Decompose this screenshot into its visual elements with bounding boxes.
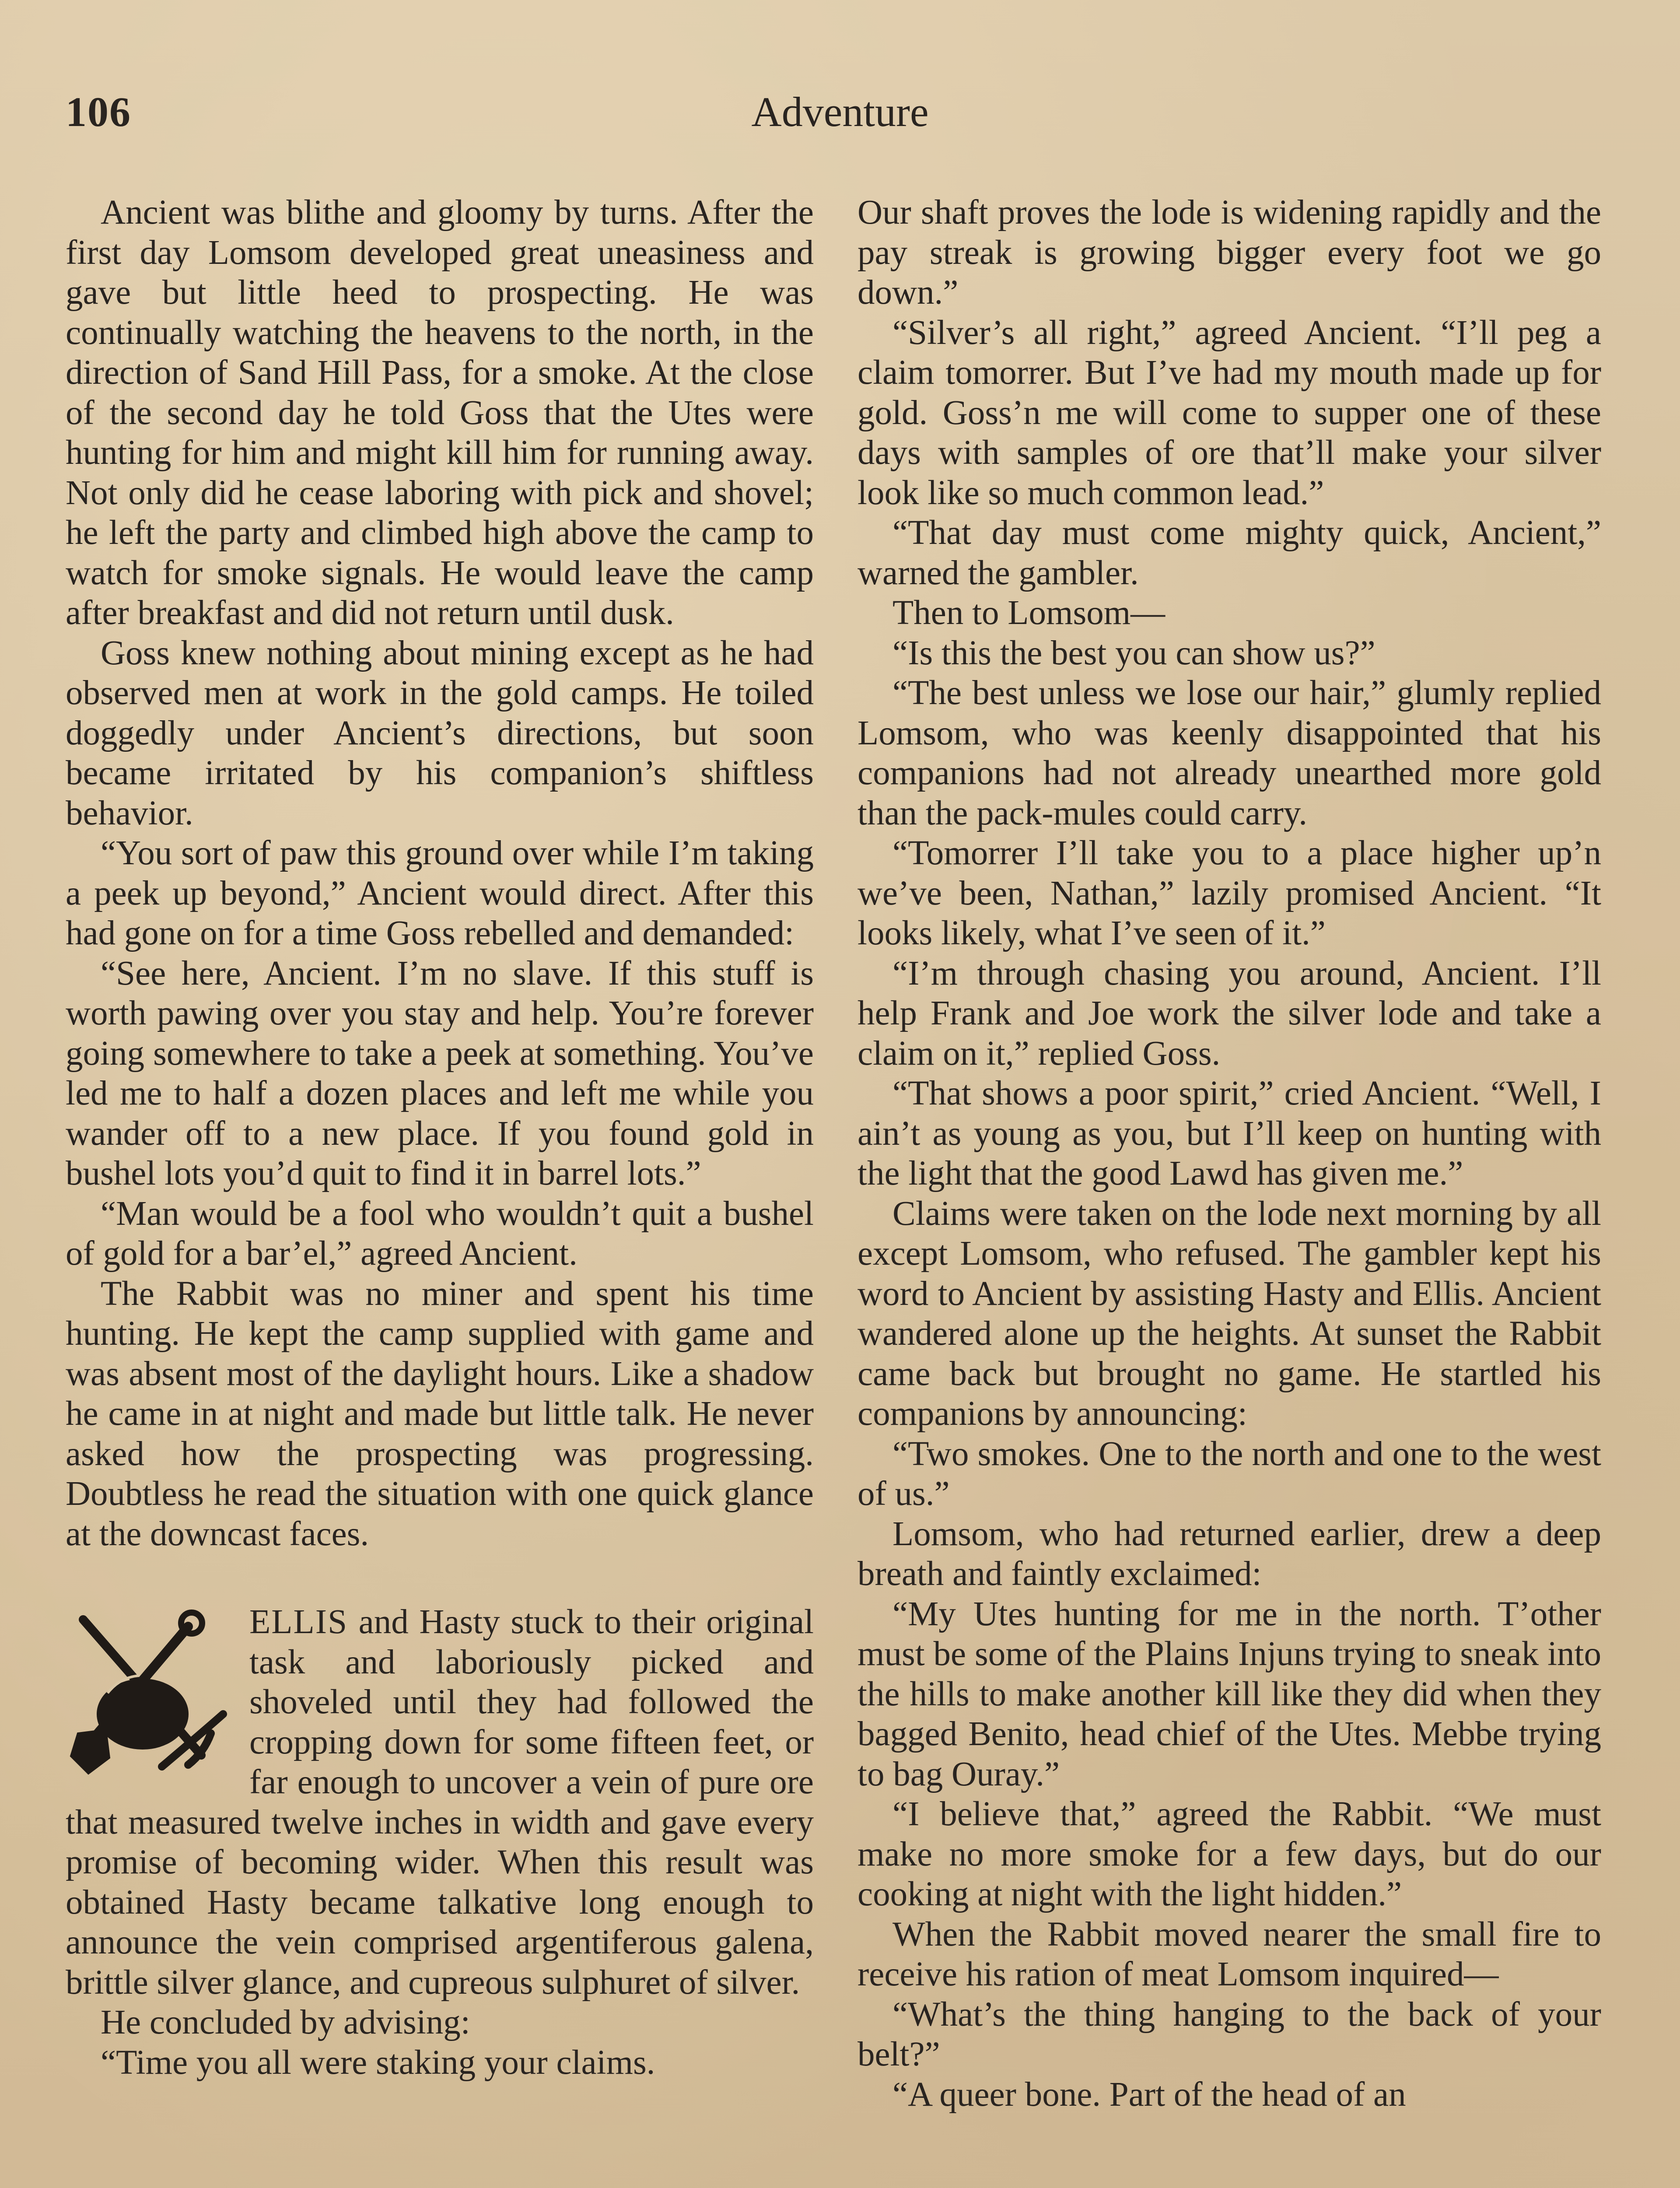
left-column: [66, 193, 814, 2083]
running-head-title: Adventure: [751, 88, 929, 135]
paragraph: Ancient was blithe and gloomy by turns. After the first day Lomsom developed great uneasiness and gave but little heed to prospecting. He was continually watching the heavens to the north, in the direction of Sand Hill Pass, for a smoke. At the close of the second day he told Goss that the Utes were hunting for him and might kill him for running away. Not only did he cease laboring with pick and shovel; he left the party and climbed high above the camp to watch for smoke signals. He would leave the camp after breakfast and did not return until dusk.: [66, 193, 814, 632]
paragraph: “See here, Ancient. I’m no slave. If this stuff is worth pawing over you stay and help. You’re forever going somewhere to take a peek at something. You’ve led me to half a dozen places and left me while you wander off to a new place. If you found gold in bushel lots you’d quit to find it in barrel lots.”: [66, 954, 814, 1192]
paragraph: Lomsom, who had returned earlier, drew a deep breath and faintly exclaimed:: [858, 1515, 1601, 1593]
right-column: [858, 193, 1601, 2114]
paragraph: “That day must come mighty quick, Ancient,” warned the gambler.: [858, 514, 1601, 592]
paragraph: “Man would be a fool who wouldn’t quit a bushel of gold for a bar’el,” agreed Ancient.: [66, 1194, 814, 1273]
paragraph: Claims were taken on the lode next morning by all except Lomsom, who refused. The gambler kept his word to Ancient by assisting Hasty and Ellis. Ancient wandered alone up the heights. At sunset the Rabbit came back but brought no game. He startled his companions by announcing:: [858, 1194, 1601, 1433]
paragraph: “What’s the thing hanging to the back of your belt?”: [858, 1995, 1601, 2073]
paragraph: “Two smokes. One to the north and one to the west of us.”: [858, 1434, 1601, 1513]
paragraph: “I’m through chasing you around, Ancient. I’ll help Frank and Joe work the silver lode and take a claim on it,” replied Goss.: [858, 954, 1601, 1073]
paragraph: Goss knew nothing about mining except as he had observed men at work in the gold camps. He toiled doggedly under Ancient’s directions, but soon became irritated by his companion’s shiftless behavior.: [66, 634, 814, 832]
paragraph: “You sort of paw this ground over while I’m taking a peek up beyond,” Ancient would direct. After this had gone on for a time Goss rebelled and demanded:: [66, 834, 814, 952]
section-opening: [66, 1602, 814, 2002]
paragraph: “Tomorrer I’ll take you to a place higher up’n we’ve been, Nathan,” lazily promised Ancient. “It looks likely, what I’ve seen of it.”: [858, 834, 1601, 952]
drop-paragraph-text: and Hasty stuck to their original task and laboriously picked and shoveled until they had followed the cropping down for some fifteen feet, or far enough to uncover a vein of pure ore that measured twelve inches in width and gave every promise of becoming wider. When this result was obtained Hasty became talkative long enough to announce the vein comprised argentiferous galena, brittle silver glance, and cupreous sulphuret of silver.: [66, 1603, 814, 2002]
paragraph: “The best unless we lose our hair,” glumly replied Lomsom, who was keenly disappointed that his companions had not already unearthed more gold than the pack-mules could carry.: [858, 674, 1601, 832]
paragraph-continuation: Our shaft proves the lode is widening rapidly and the pay streak is growing bigger every foot we go down.”: [858, 193, 1601, 312]
page-number: 106: [66, 88, 131, 135]
paragraph: “My Utes hunting for me in the north. T’other must be some of the Plains Injuns trying to sneak into the hills to make another kill like they did when they bagged Benito, head chief of the Utes. Mebbe trying to bag Ouray.”: [858, 1595, 1601, 1793]
paragraph: He concluded by advising:: [101, 2003, 470, 2041]
paragraph: Then to Lomsom—: [892, 594, 1166, 632]
paragraph: When the Rabbit moved nearer the small fire to receive his ration of meat Lomsom inquired—: [858, 1915, 1601, 1993]
paragraph: The Rabbit was no miner and spent his time hunting. He kept the camp supplied with game and was absent most of the daylight hours. Like a shadow he came in at night and made but little talk. He never asked how the prospecting was progressing. Doubtless he read the situation with one quick glance at the downcast faces.: [66, 1274, 814, 1553]
paragraph: “A queer bone. Part of the head of an: [892, 2075, 1406, 2114]
paragraph: “That shows a poor spirit,” cried Ancient. “Well, I ain’t as young as you, but I’ll keep on hunting with the light that the good Lawd has given me.”: [858, 1074, 1601, 1192]
section-break: [66, 1554, 814, 1602]
crossed-pick-and-shovel-icon: [57, 1602, 232, 1777]
paragraph: “Is this the best you can show us?”: [892, 634, 1376, 672]
paragraph: “I believe that,” agreed the Rabbit. “We must make no more smoke for a few days, but do our cooking at night with the light hidden.”: [858, 1795, 1601, 1913]
paragraph: “Silver’s all right,” agreed Ancient. “I’ll peg a claim tomorrer. But I’ve had my mouth made up for gold. Goss’n me will come to supper one of these days with samples of ore that’ll make your silver look like so much common lead.”: [858, 313, 1601, 512]
drop-lead-word: ELLIS: [249, 1603, 348, 1641]
paragraph: “Time you all were staking your claims.: [101, 2043, 655, 2082]
